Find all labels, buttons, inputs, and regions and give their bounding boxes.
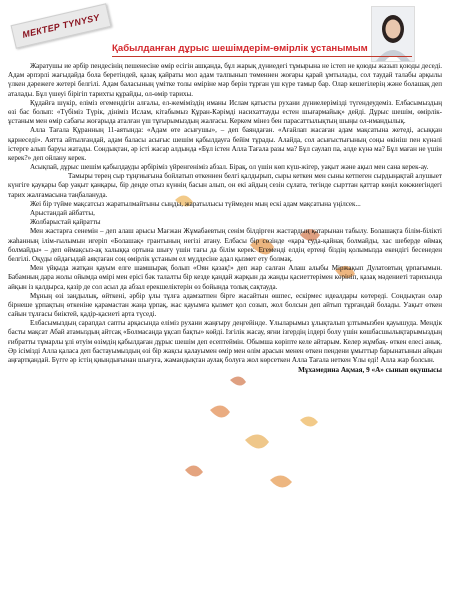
author-photo: [371, 6, 415, 62]
paragraph: Тамыры терең сыр тұңғиығына бойлатып өткеннен белгі қалдырып, сыры кеткен мен сыны кетпеген сырдыңақтай алушыет күнгіге қауқары бар уақыт қанқары, бір деңде отыз күннің басын алып, он екі айдың сезін сұлата, тегінде сырттан қаттар көңіл көкжиегіндегі тарих жалғамасына таңбалануда.: [8, 172, 442, 199]
paragraph: Мен үйқыда жатқан қауым елге шамшырақ болып «Оян қазақ!» деп жар салған Алаш алыбы Міржақып Дулатовтың ұрпағымын. Бабамның дара жолы ойымда өмірі мен ерісі бәк талалты бір кезде қандай жарқын да жанды қасиеттерімен көрініп, қазақ мәдениеті тарихында айқын із қалдырса, қазір де сол асыл да абзал ерекшеліктерін өз бойында толық сақтауда.: [8, 264, 442, 291]
leaf-icon: [230, 376, 246, 385]
paragraph: Жаратушы ие әрбір пендесінің пешенесіне өмір есігін ашқанда, бұл жарық дүниедегі тұмырына не істеп не қоюды жазып қоюды деседі. Адам әрпэрлі жағыдайда бола беретіндей, қазақ қайраты мол адам талпынып төменнен жоғары қарай ұмтылады, сол таудай талабы арқылы үлкен дәрежеге жетері белгілі. Адам баласының үмітке толы өміріне мәр берін тұрған үш күре тамыр бар. Олар кешегілерің және болашақ деп аталады. Бұл үшеуі бірігіп тарихты құрайды, ол-өмір тарихы.: [8, 62, 442, 98]
paragraph: Мен жастарға сенемін – деп алаш арысы Мағжан Жұмабаевтың сенім білдірген жастардың қатарынан табылу. Болашақта білім-білікті жаһанның ілім-ғылымын игеріп «Болашақ» грантының негізі атану. Елбасы бір сөзінде «қара суда-қайнақ болмайды, хас шеберде өймақ болмайды» – деп өймақсыз-ақ халыққа ортына шығу үшін тағы да білім керек. Егеменді елдің ертеңі біздің қолымызда екендігі бесенеден белгілі. Оқуды ойдағыдай аяқтаған соң өмірлік ұстаным ел мүддесіне адал қызмет ету болмақ.: [8, 227, 442, 263]
leaf-icon: [185, 465, 203, 476]
author-signature: Мұхамедина Ақмая, 9 «А» сынып оқушысы: [298, 366, 442, 375]
leaf-icon: [270, 475, 292, 487]
leaf-icon: [210, 405, 230, 417]
paragraph: Мұның өзі заңдылық, өйткені, әрбір ұлы тұлға адамзатпен бірге жасайтын өшпес, ескірмес идеалдары көтереді. Сондықтан олар бірнеше ұрпақтың өткеніне қарамастан жаңа ұрпақ, жас қауымға қызмет қол созып, жол болсын деп айтып тұрғандай болады. Уақыт өткен сайын тұлғасы биіктей, қадір-қасиеті арта түседі.: [8, 291, 442, 319]
title-divider: [112, 56, 412, 57]
paragraph: Алла Тағала Құранның 11-аятында: «Адам өте асығушы», – деп баяндаған. «Ағайлап жасаған адам мақсатына жетеді, асыққан қарнеседі». Аятта айтылғандай, адам баласы асығыс шешім қабылдауға бейім тұрады. Алайда, сол асығыстығының соңы өкініш пен күнәлі істерге алып баруы жатады. Сондықтан, әр істі жасар алдында «Бұл істен Алла Тағала разы ма? Бұл саулап па, әлде күнә ма? Бұл маған не үшін керек?» деп ойлану керек.: [8, 126, 442, 162]
poem-line: Арыстандай айбатты,: [30, 209, 95, 217]
leaf-icon: [300, 416, 318, 426]
article-body: [8, 62, 442, 375]
paragraph: Жеі бір түйме мақсатсыз жаратылмайтыны сыңды, жаратылысы түймеден мың ескі адам мақсатына үңілсек...: [30, 199, 361, 208]
banner-label: МЕКТЕР ТYNYSY: [21, 12, 101, 40]
paragraph: Құдайға шүкір, еліміз егемендігін алғалы, ел-жеміміздің иманы Ислам қатысты рухани дүниелерімізді түгендеудеміз. Елбасымыздың өзі бас болып: «Түбіміз Түрік, дініміз Ислам, кітабымыз Құран-Кәрімді насихаттауды естен шығармайық» дейді. Дұрыс шешім, өмірлік-ұстаным мен өмір сабағы жоғарыда аталған үш тұғырымыздың жалғасы. Керкем мінез бен парасаттылықтың шыңы ол-имандылық.: [8, 98, 442, 126]
paragraph: Елбасымыздың сарапдал сапты арқасында еліміз рухани жаңғыру деңгейінде. Ұлыларымыз ұлықталып ұлтымызбен қауышуда. Мендік басты мақсат Абай атамыздың айтсақ «Болмасаңда ұқсап бақты» көйді. Ізгілік жасау, яғни ізгердің ілдері болу үшін көшбасшылықтарымыздың ғибратты тұмарлы ұлі өтуім өзімдің қабылдаған дұрыс шешім деп есептеймін. Обымша көріпте келе айтарым. Келер жұмбақ- өткен елесі анық. Әр ісімізді Алла қаласа деп бастауымыздың өзі бір жақсы қалауымен өмір мен өлім арасын менен өткен пендени ұмыттыр барынатынын айқын аңғартқандай. Бүгге әр істің қиындығынан шығуға, жамандықтан аулақ болуға жол көрсеткен Алла Тағала неткен Ұлы еді! Алла жар болсын.: [8, 319, 442, 364]
article-title: Қабылданған дұрыс шешімдерім-өмірлік ұстанымым: [112, 43, 368, 54]
paragraph: Асықпай, дұрыс шешім қабылдауды әрбіріміз үйренгеніміз абзал. Бірақ, ол үшін көп күш-жігер, уақыт және ақыл мен сана керек-ау.: [30, 163, 429, 172]
poem-line: Жолбарыстай қайратты: [30, 218, 101, 227]
leaf-icon: [245, 434, 269, 448]
